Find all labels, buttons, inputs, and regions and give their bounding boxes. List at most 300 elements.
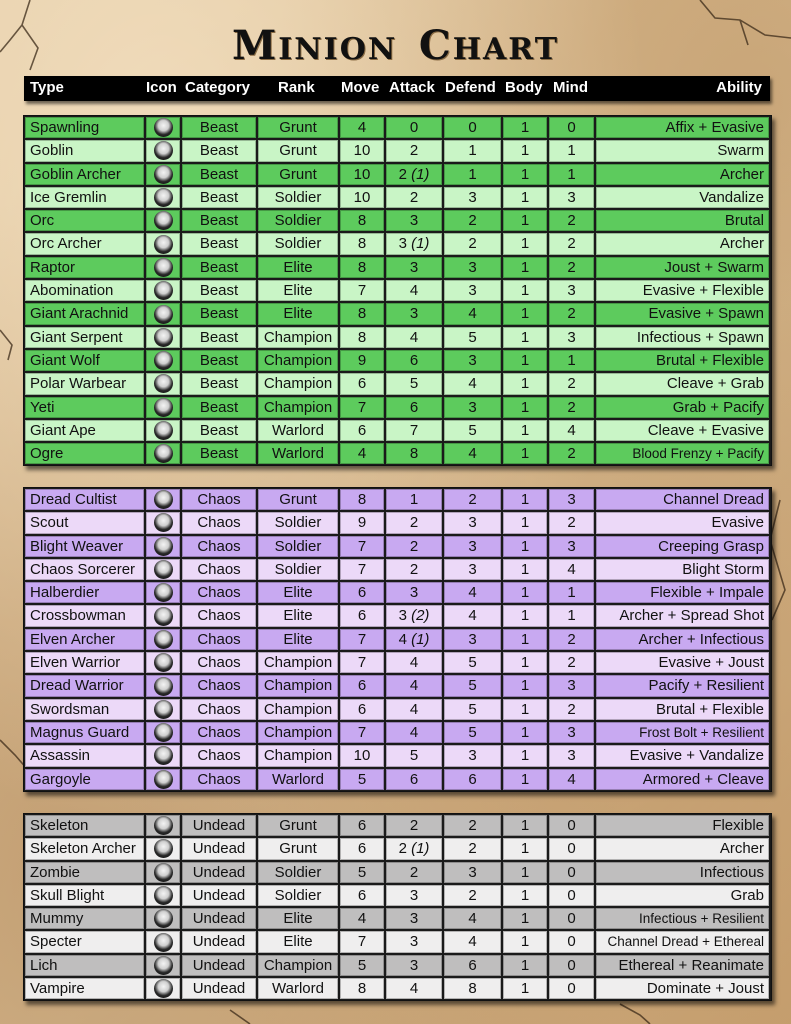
cell-type: Lich — [25, 955, 144, 976]
table-row — [24, 488, 771, 511]
cell-body: 1 — [503, 885, 547, 906]
cell-category: Chaos — [182, 769, 256, 790]
cell-move: 9 — [340, 350, 384, 371]
cell-mind: 0 — [549, 908, 594, 929]
cell-icon — [146, 443, 180, 464]
cell-rank: Elite — [258, 303, 338, 324]
cell-attack — [386, 722, 442, 743]
cell-mind: 2 — [549, 629, 594, 650]
cell-body: 1 — [503, 745, 547, 766]
cell-defend: 4 — [444, 303, 501, 324]
cell-mind: 1 — [549, 582, 594, 603]
chaos-sorcerer-icon — [154, 560, 173, 579]
cell-mind: 3 — [549, 675, 594, 696]
cell-attack — [386, 559, 442, 580]
cell-icon — [146, 420, 180, 441]
cell-defend: 0 — [444, 117, 501, 138]
cell-icon — [146, 559, 180, 580]
cell-category: Beast — [182, 350, 256, 371]
cell-body: 1 — [503, 652, 547, 673]
cell-defend: 2 — [444, 210, 501, 231]
cell-attack — [386, 210, 442, 231]
cell-move: 7 — [340, 536, 384, 557]
cell-category: Chaos — [182, 629, 256, 650]
cell-rank: Champion — [258, 722, 338, 743]
table-row — [24, 302, 771, 325]
table-row — [24, 884, 771, 907]
attack-value: 3 — [409, 584, 419, 602]
table-row — [24, 581, 771, 604]
cell-type: Magnus Guard — [25, 722, 144, 743]
cell-attack — [386, 443, 442, 464]
cell-body: 1 — [503, 955, 547, 976]
cell-type: Zombie — [25, 862, 144, 883]
cell-defend: 3 — [444, 257, 501, 278]
cell-icon — [146, 931, 180, 952]
cell-category: Chaos — [182, 559, 256, 580]
cell-move: 8 — [340, 489, 384, 510]
cell-mind: 3 — [549, 536, 594, 557]
cell-attack — [386, 885, 442, 906]
cell-defend: 5 — [444, 327, 501, 348]
cell-mind: 4 — [549, 420, 594, 441]
attack-value: 2 — [409, 537, 419, 555]
cell-rank: Elite — [258, 605, 338, 626]
cell-icon — [146, 699, 180, 720]
cell-category: Beast — [182, 397, 256, 418]
cell-category: Undead — [182, 931, 256, 952]
cell-attack — [386, 280, 442, 301]
table-row — [24, 419, 771, 442]
cell-body: 1 — [503, 815, 547, 836]
cell-mind: 0 — [549, 815, 594, 836]
cell-attack — [386, 117, 442, 138]
cell-attack — [386, 699, 442, 720]
cell-mind: 1 — [549, 605, 594, 626]
cell-ability: Infectious + Resilient — [596, 908, 769, 929]
attack-value: 3 — [409, 305, 419, 323]
cell-rank: Grunt — [258, 164, 338, 185]
cell-defend: 5 — [444, 675, 501, 696]
beast-table — [23, 115, 772, 466]
cell-icon — [146, 605, 180, 626]
yeti-icon — [154, 398, 173, 417]
cell-rank: Warlord — [258, 443, 338, 464]
cell-mind: 3 — [549, 187, 594, 208]
cell-defend: 3 — [444, 536, 501, 557]
table-row — [24, 930, 771, 953]
cell-category: Chaos — [182, 699, 256, 720]
lich-icon — [154, 956, 173, 975]
cell-category: Chaos — [182, 675, 256, 696]
cell-mind: 4 — [549, 559, 594, 580]
cell-defend: 5 — [444, 699, 501, 720]
cell-rank: Elite — [258, 931, 338, 952]
cell-rank: Grunt — [258, 140, 338, 161]
attack-range: (2) — [411, 607, 430, 625]
cell-rank: Soldier — [258, 536, 338, 557]
cell-mind: 2 — [549, 512, 594, 533]
table-row — [24, 349, 771, 372]
giant-wolf-icon — [154, 351, 173, 370]
cell-defend: 3 — [444, 512, 501, 533]
cell-category: Chaos — [182, 512, 256, 533]
cell-icon — [146, 233, 180, 254]
attack-value: 3 — [409, 212, 419, 230]
goblin-icon — [154, 141, 173, 160]
cell-icon — [146, 210, 180, 231]
cell-defend: 1 — [444, 164, 501, 185]
cell-category: Beast — [182, 117, 256, 138]
column-header-bar — [24, 76, 770, 101]
cell-rank: Champion — [258, 397, 338, 418]
cell-mind: 1 — [549, 164, 594, 185]
table-row — [24, 326, 771, 349]
col-header-mind: Mind — [553, 79, 588, 96]
cell-rank: Champion — [258, 373, 338, 394]
crossbowman-icon — [154, 607, 173, 626]
cell-attack — [386, 769, 442, 790]
table-row — [24, 674, 771, 697]
attack-value: 3 — [409, 258, 419, 276]
cell-move: 6 — [340, 699, 384, 720]
cell-category: Chaos — [182, 722, 256, 743]
table-row — [24, 163, 771, 186]
cell-rank: Grunt — [258, 815, 338, 836]
cell-mind: 2 — [549, 210, 594, 231]
assassin-icon — [154, 746, 173, 765]
cell-attack — [386, 233, 442, 254]
cell-rank: Soldier — [258, 233, 338, 254]
cell-rank: Soldier — [258, 559, 338, 580]
cell-rank: Soldier — [258, 862, 338, 883]
dread-cultist-icon — [154, 490, 173, 509]
cell-ability: Affix + Evasive — [596, 117, 769, 138]
cell-rank: Soldier — [258, 187, 338, 208]
cell-mind: 2 — [549, 303, 594, 324]
cell-mind: 2 — [549, 652, 594, 673]
cell-icon — [146, 489, 180, 510]
attack-value: 4 — [409, 677, 419, 695]
table-row — [24, 768, 771, 791]
cell-body: 1 — [503, 559, 547, 580]
cell-type: Gargoyle — [25, 769, 144, 790]
cell-category: Undead — [182, 815, 256, 836]
cell-category: Beast — [182, 257, 256, 278]
cell-body: 1 — [503, 489, 547, 510]
cell-ability: Blood Frenzy + Pacify — [596, 443, 769, 464]
cell-move: 10 — [340, 745, 384, 766]
cell-rank: Elite — [258, 908, 338, 929]
cell-attack — [386, 164, 442, 185]
polar-warbear-icon — [154, 374, 173, 393]
cell-ability: Evasive + Spawn — [596, 303, 769, 324]
cell-attack — [386, 862, 442, 883]
cell-body: 1 — [503, 769, 547, 790]
cell-category: Beast — [182, 140, 256, 161]
cell-icon — [146, 652, 180, 673]
cell-defend: 3 — [444, 350, 501, 371]
cell-type: Skeleton Archer — [25, 838, 144, 859]
cell-body: 1 — [503, 397, 547, 418]
cell-mind: 2 — [549, 233, 594, 254]
attack-value: 4 — [409, 980, 419, 998]
cell-ability: Flexible — [596, 815, 769, 836]
abomination-icon — [154, 281, 173, 300]
cell-move: 7 — [340, 722, 384, 743]
cell-category: Chaos — [182, 536, 256, 557]
cell-move: 6 — [340, 373, 384, 394]
orc-archer-icon — [154, 235, 173, 254]
cell-icon — [146, 350, 180, 371]
attack-value: 3 — [409, 910, 419, 928]
attack-value: 4 — [409, 654, 419, 672]
cell-rank: Elite — [258, 629, 338, 650]
cell-rank: Soldier — [258, 512, 338, 533]
cell-icon — [146, 769, 180, 790]
cell-type: Swordsman — [25, 699, 144, 720]
cell-move: 6 — [340, 815, 384, 836]
attack-value: 2 — [409, 817, 419, 834]
cell-move: 8 — [340, 210, 384, 231]
table-row — [24, 535, 771, 558]
chaos-table — [23, 487, 772, 792]
cell-rank: Elite — [258, 280, 338, 301]
cell-icon — [146, 397, 180, 418]
cell-defend: 3 — [444, 187, 501, 208]
cell-type: Skeleton — [25, 815, 144, 836]
cell-rank: Champion — [258, 327, 338, 348]
cell-type: Vampire — [25, 978, 144, 999]
cell-ability: Vandalize — [596, 187, 769, 208]
cell-ability: Archer + Infectious — [596, 629, 769, 650]
cell-move: 6 — [340, 605, 384, 626]
cell-rank: Elite — [258, 257, 338, 278]
cell-mind: 0 — [549, 862, 594, 883]
cell-move: 4 — [340, 908, 384, 929]
cell-defend: 4 — [444, 582, 501, 603]
cell-rank: Soldier — [258, 210, 338, 231]
cell-ability: Evasive + Joust — [596, 652, 769, 673]
cell-ability: Archer — [596, 164, 769, 185]
cell-mind: 3 — [549, 745, 594, 766]
cell-rank: Champion — [258, 699, 338, 720]
cell-attack — [386, 908, 442, 929]
cell-type: Elven Archer — [25, 629, 144, 650]
giant-serpent-icon — [154, 328, 173, 347]
cell-ability: Channel Dread + Ethereal — [596, 931, 769, 952]
attack-value: 4 — [409, 723, 419, 741]
cell-icon — [146, 908, 180, 929]
cell-body: 1 — [503, 373, 547, 394]
cell-defend: 1 — [444, 140, 501, 161]
cell-category: Chaos — [182, 489, 256, 510]
cell-category: Undead — [182, 862, 256, 883]
attack-range: (1) — [411, 235, 430, 253]
cell-type: Orc Archer — [25, 233, 144, 254]
table-row — [24, 116, 771, 139]
cell-type: Ice Gremlin — [25, 187, 144, 208]
cell-ability: Evasive — [596, 512, 769, 533]
cell-type: Yeti — [25, 397, 144, 418]
cell-mind: 3 — [549, 327, 594, 348]
cell-defend: 3 — [444, 629, 501, 650]
cell-move: 9 — [340, 512, 384, 533]
cell-body: 1 — [503, 978, 547, 999]
dread-warrior-icon — [154, 677, 173, 696]
table-row — [24, 139, 771, 162]
cell-category: Beast — [182, 373, 256, 394]
cell-category: Beast — [182, 420, 256, 441]
cell-body: 1 — [503, 512, 547, 533]
cell-body: 1 — [503, 140, 547, 161]
cell-move: 5 — [340, 955, 384, 976]
elven-warrior-icon — [154, 653, 173, 672]
cell-mind: 1 — [549, 350, 594, 371]
cell-mind: 0 — [549, 885, 594, 906]
table-row — [24, 256, 771, 279]
cell-type: Mummy — [25, 908, 144, 929]
cell-attack — [386, 327, 442, 348]
cell-defend: 5 — [444, 722, 501, 743]
cell-ability: Ethereal + Reanimate — [596, 955, 769, 976]
attack-value: 2 — [409, 188, 419, 206]
col-header-icon: Icon — [146, 79, 177, 96]
cell-category: Chaos — [182, 582, 256, 603]
cell-defend: 2 — [444, 838, 501, 859]
cell-mind: 0 — [549, 838, 594, 859]
cell-type: Skull Blight — [25, 885, 144, 906]
table-row — [24, 628, 771, 651]
cell-defend: 3 — [444, 745, 501, 766]
table-row — [24, 837, 771, 860]
halberdier-icon — [154, 583, 173, 602]
cell-icon — [146, 978, 180, 999]
cell-body: 1 — [503, 675, 547, 696]
cell-attack — [386, 978, 442, 999]
attack-value: 2 — [409, 142, 419, 160]
col-header-ability: Ability — [716, 79, 762, 96]
cell-move: 5 — [340, 862, 384, 883]
cell-category: Beast — [182, 210, 256, 231]
skeleton-archer-icon — [154, 839, 173, 858]
attack-value: 3 — [409, 886, 419, 904]
cell-defend: 8 — [444, 978, 501, 999]
scout-icon — [154, 513, 173, 532]
cell-defend: 4 — [444, 908, 501, 929]
orc-icon — [154, 211, 173, 230]
table-row — [24, 651, 771, 674]
cell-icon — [146, 327, 180, 348]
cell-attack — [386, 838, 442, 859]
cell-attack — [386, 815, 442, 836]
giant-arachnid-icon — [154, 305, 173, 324]
cell-defend: 4 — [444, 605, 501, 626]
cell-rank: Grunt — [258, 489, 338, 510]
attack-value: 2 — [398, 840, 407, 858]
page-title — [0, 22, 791, 69]
cell-move: 8 — [340, 327, 384, 348]
cell-icon — [146, 629, 180, 650]
cell-ability: Grab — [596, 885, 769, 906]
cell-body: 1 — [503, 629, 547, 650]
cell-defend: 3 — [444, 559, 501, 580]
cell-ability: Infectious — [596, 862, 769, 883]
vampire-icon — [154, 979, 173, 998]
cell-mind: 2 — [549, 397, 594, 418]
cell-type: Spawnling — [25, 117, 144, 138]
cell-type: Specter — [25, 931, 144, 952]
cell-rank: Champion — [258, 350, 338, 371]
cell-icon — [146, 885, 180, 906]
cell-body: 1 — [503, 443, 547, 464]
cell-ability: Frost Bolt + Resilient — [596, 722, 769, 743]
cell-rank: Warlord — [258, 978, 338, 999]
cell-body: 1 — [503, 117, 547, 138]
attack-value: 6 — [409, 770, 419, 788]
attack-value: 6 — [409, 398, 419, 416]
attack-value: 8 — [409, 445, 419, 463]
cell-mind: 2 — [549, 373, 594, 394]
cell-type: Giant Wolf — [25, 350, 144, 371]
table-row — [24, 396, 771, 419]
cell-mind: 3 — [549, 722, 594, 743]
cell-defend: 3 — [444, 397, 501, 418]
cell-type: Chaos Sorcerer — [25, 559, 144, 580]
cell-move: 6 — [340, 675, 384, 696]
attack-value: 2 — [398, 165, 407, 183]
cell-body: 1 — [503, 303, 547, 324]
table-row — [24, 604, 771, 627]
cell-move: 8 — [340, 257, 384, 278]
cell-ability: Flexible + Impale — [596, 582, 769, 603]
table-row — [24, 279, 771, 302]
table-row — [24, 186, 771, 209]
cell-icon — [146, 164, 180, 185]
cell-move: 7 — [340, 652, 384, 673]
attack-value: 2 — [409, 514, 419, 532]
cell-type: Halberdier — [25, 582, 144, 603]
cell-category: Undead — [182, 838, 256, 859]
cell-ability: Armored + Cleave — [596, 769, 769, 790]
cell-body: 1 — [503, 233, 547, 254]
swordsman-icon — [154, 700, 173, 719]
attack-value: 2 — [409, 560, 419, 578]
cell-attack — [386, 745, 442, 766]
cell-move: 10 — [340, 164, 384, 185]
cell-ability: Brutal — [596, 210, 769, 231]
cell-type: Elven Warrior — [25, 652, 144, 673]
cell-type: Assassin — [25, 745, 144, 766]
cell-icon — [146, 257, 180, 278]
cell-type: Giant Arachnid — [25, 303, 144, 324]
attack-value: 2 — [409, 863, 419, 881]
cell-category: Chaos — [182, 605, 256, 626]
cell-body: 1 — [503, 327, 547, 348]
col-header-category: Category — [185, 79, 251, 96]
cell-icon — [146, 373, 180, 394]
cell-type: Crossbowman — [25, 605, 144, 626]
attack-range: (1) — [411, 165, 430, 183]
cell-rank: Soldier — [258, 885, 338, 906]
cell-attack — [386, 303, 442, 324]
cell-ability: Channel Dread — [596, 489, 769, 510]
cell-defend: 6 — [444, 955, 501, 976]
cell-ability: Archer — [596, 233, 769, 254]
cell-icon — [146, 512, 180, 533]
cell-type: Orc — [25, 210, 144, 231]
cell-ability: Grab + Pacify — [596, 397, 769, 418]
